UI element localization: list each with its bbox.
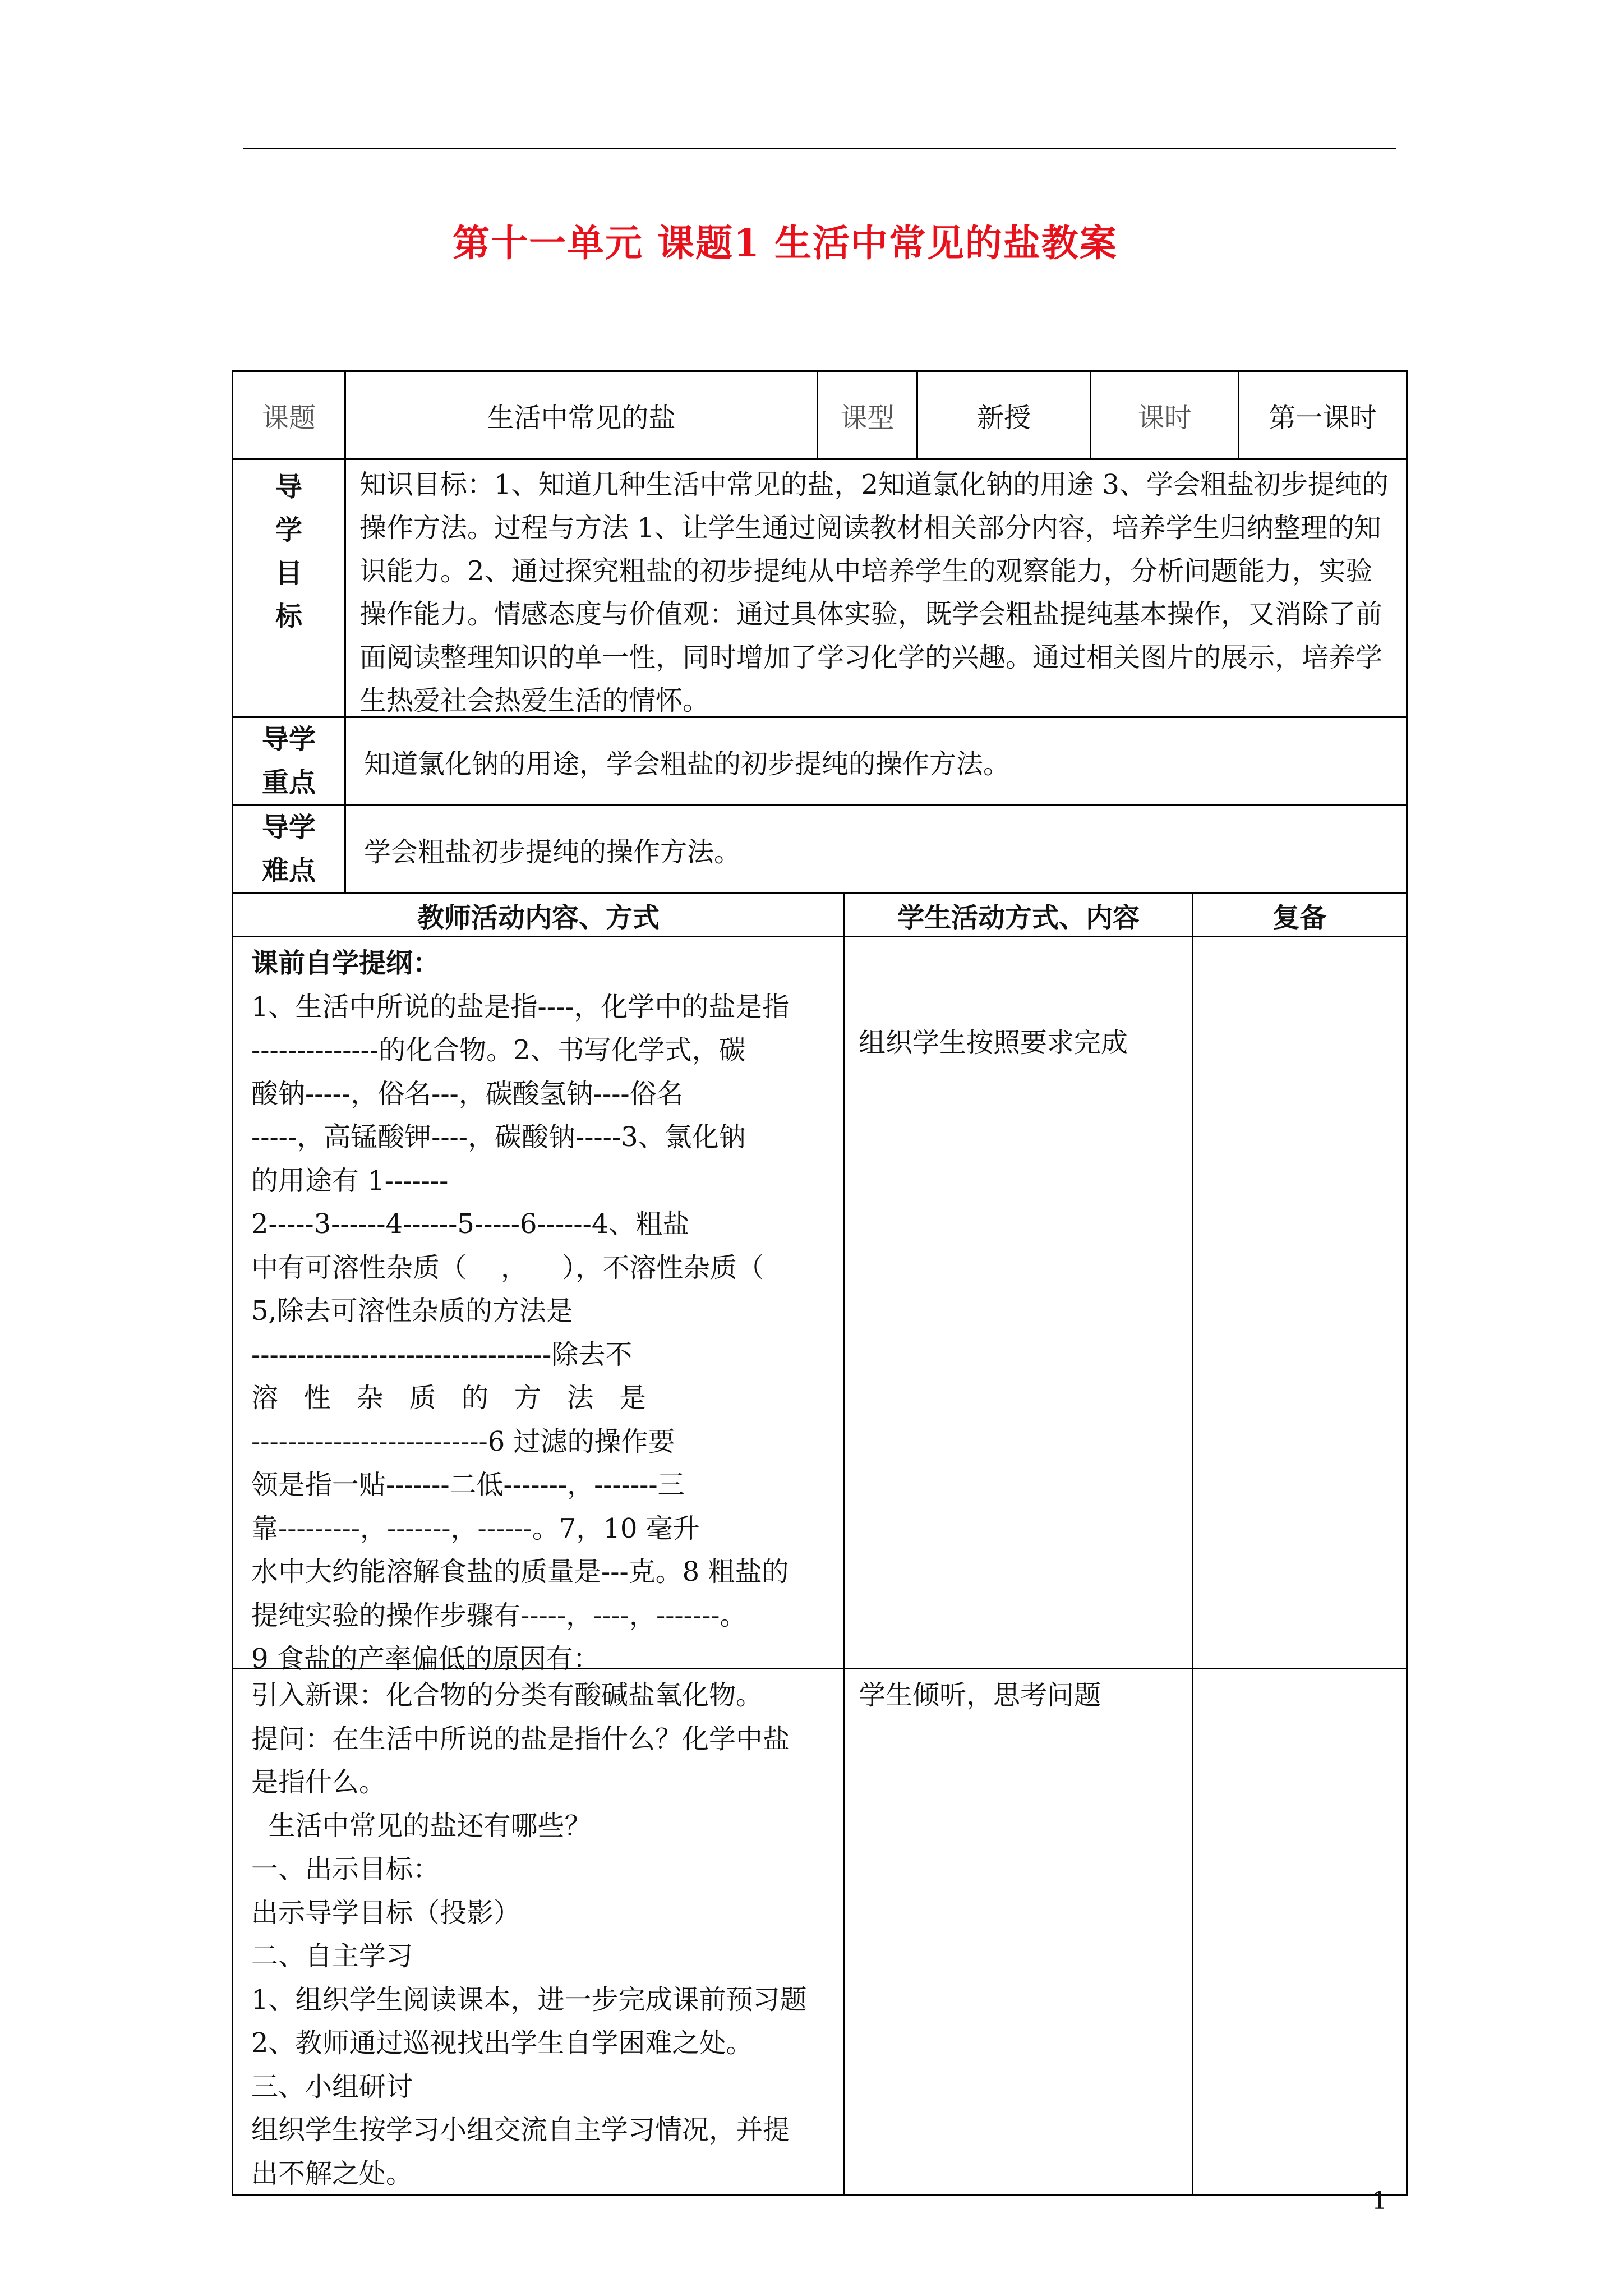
key-points-label-line: 重点 (261, 767, 316, 798)
goals-label-line: 标 (275, 601, 302, 632)
preview-line: 水中大约能溶解食盐的质量是---克。8 粗盐的 (251, 1556, 789, 1588)
page-title: 第十一单元 课题1 生活中常见的盐教案 (453, 221, 1118, 265)
key-points-label-line: 导学 (261, 724, 316, 755)
preview-student-text: 组织学生按照要求完成 (859, 1027, 1128, 1059)
preview-line: --------------的化合物。2、书写化学式，碳 (251, 1034, 746, 1066)
preview-outline-cell (232, 936, 845, 1674)
goals-text: 知识目标：1、知道几种生活中常见的盐，2知道氯化钠的用途 3、学会粗盐初步提纯的操作方法。过程与方法 1、让学生通过阅读教材相关部分内容，培养学生归纳整理的知识能力。2、通过探究粗盐的初步提纯从中培养学生的观察能力，分析问题能力，实验操作能力。情感态度与价值观：通过具体实验，既学会粗盐提纯基本操作，又消除了前面阅读整理知识的单一性，同时增加了学习化学的兴趣。通过相关图片的展示，培养学生热爱社会热爱生活的情怀。 (344, 458, 1408, 718)
preview-line: 领是指一贴-------二低-------，-------三 (251, 1469, 685, 1501)
preview-line: 1、生活中所说的盐是指----，化学中的盐是指 (251, 991, 790, 1023)
intro-line: 二、自主学习 (251, 1940, 413, 1972)
preview-student-cell (843, 936, 1193, 1669)
preview-notes-cell (1192, 936, 1408, 1669)
type-label: 课型 (817, 370, 918, 460)
intro-line: 引入新课：化合物的分类有酸碱盐氧化物。 (251, 1680, 763, 1711)
intro-notes-cell (1192, 1668, 1408, 2196)
intro-line: 组织学生按学习小组交流自主学习情况，并提 (251, 2114, 790, 2146)
goals-label-line: 导 (275, 471, 302, 503)
goals-label-line: 学 (275, 514, 302, 546)
preview-line: 5,除去可溶性杂质的方法是 (251, 1295, 573, 1327)
preview-line: 提纯实验的操作步骤有-----，----，-------。 (251, 1599, 747, 1631)
preview-line: -----，高锰酸钾----，碳酸钠-----3、氯化钠 (251, 1121, 746, 1153)
intro-line: 2、教师通过巡视找出学生自学困难之处。 (251, 2027, 753, 2059)
intro-line: 出不解之处。 (251, 2157, 413, 2189)
type-value: 新授 (916, 370, 1091, 460)
difficulties-text: 学会粗盐初步提纯的操作方法。 (364, 836, 741, 868)
intro-student-cell (843, 1668, 1193, 2196)
preview-line: 9 食盐的产率偏低的原因有： (251, 1643, 600, 1674)
intro-line: 三、小组研讨 (251, 2070, 413, 2102)
preview-line: 2-----3------4------5-----6------4、粗盐 (251, 1208, 690, 1240)
period-value: 第一课时 (1238, 370, 1408, 460)
preview-line: 中有可溶性杂质（ ， ），不溶性杂质（ (251, 1251, 764, 1283)
goals-label (232, 458, 346, 718)
difficulties-label (232, 804, 346, 894)
key-points-text: 知道氯化钠的用途，学会粗盐的初步提纯的操作方法。 (364, 748, 1011, 780)
preview-line: 靠---------，-------，------。7，10 毫升 (251, 1512, 700, 1544)
preview-line: 溶 性 杂 质 的 方 法 是 (251, 1382, 647, 1414)
notes-header: 复备 (1192, 892, 1408, 937)
intro-line: 生活中常见的盐还有哪些？ (251, 1810, 592, 1842)
intro-cell (232, 1668, 845, 2196)
intro-line: 提问：在生活中所说的盐是指什么？化学中盐 (251, 1723, 790, 1755)
topic-value: 生活中常见的盐 (344, 370, 818, 460)
student-activity-header: 学生活动方式、内容 (843, 892, 1193, 937)
goals-label-line: 目 (275, 558, 302, 589)
key-points-label (232, 716, 346, 806)
page-number: 1 (1372, 2187, 1387, 2215)
topic-label: 课题 (232, 370, 346, 460)
preview-heading: 课前自学提纲： (251, 947, 440, 979)
intro-student-text: 学生倾听，思考问题 (859, 1680, 1101, 1711)
difficulties-label-line: 导学 (261, 812, 316, 843)
key-points-cell (344, 716, 1408, 806)
preview-line: 酸钠-----，俗名---，碳酸氢钠----俗名 (251, 1078, 684, 1110)
preview-line: --------------------------6 过滤的操作要 (251, 1425, 675, 1457)
period-label: 课时 (1090, 370, 1239, 460)
difficulties-label-line: 难点 (261, 855, 316, 886)
intro-line: 一、出示目标： (251, 1853, 440, 1885)
preview-line: ---------------------------------除去不 (251, 1338, 633, 1370)
intro-line: 1、组织学生阅读课本，进一步完成课前预习题 (251, 1984, 807, 2016)
intro-line: 是指什么。 (251, 1766, 386, 1798)
intro-line: 出示导学目标（投影） (251, 1897, 521, 1929)
difficulties-cell (344, 804, 1408, 894)
preview-line: 的用途有 1------- (251, 1165, 449, 1197)
header-rule (243, 148, 1396, 149)
teacher-activity-header: 教师活动内容、方式 (232, 892, 845, 937)
